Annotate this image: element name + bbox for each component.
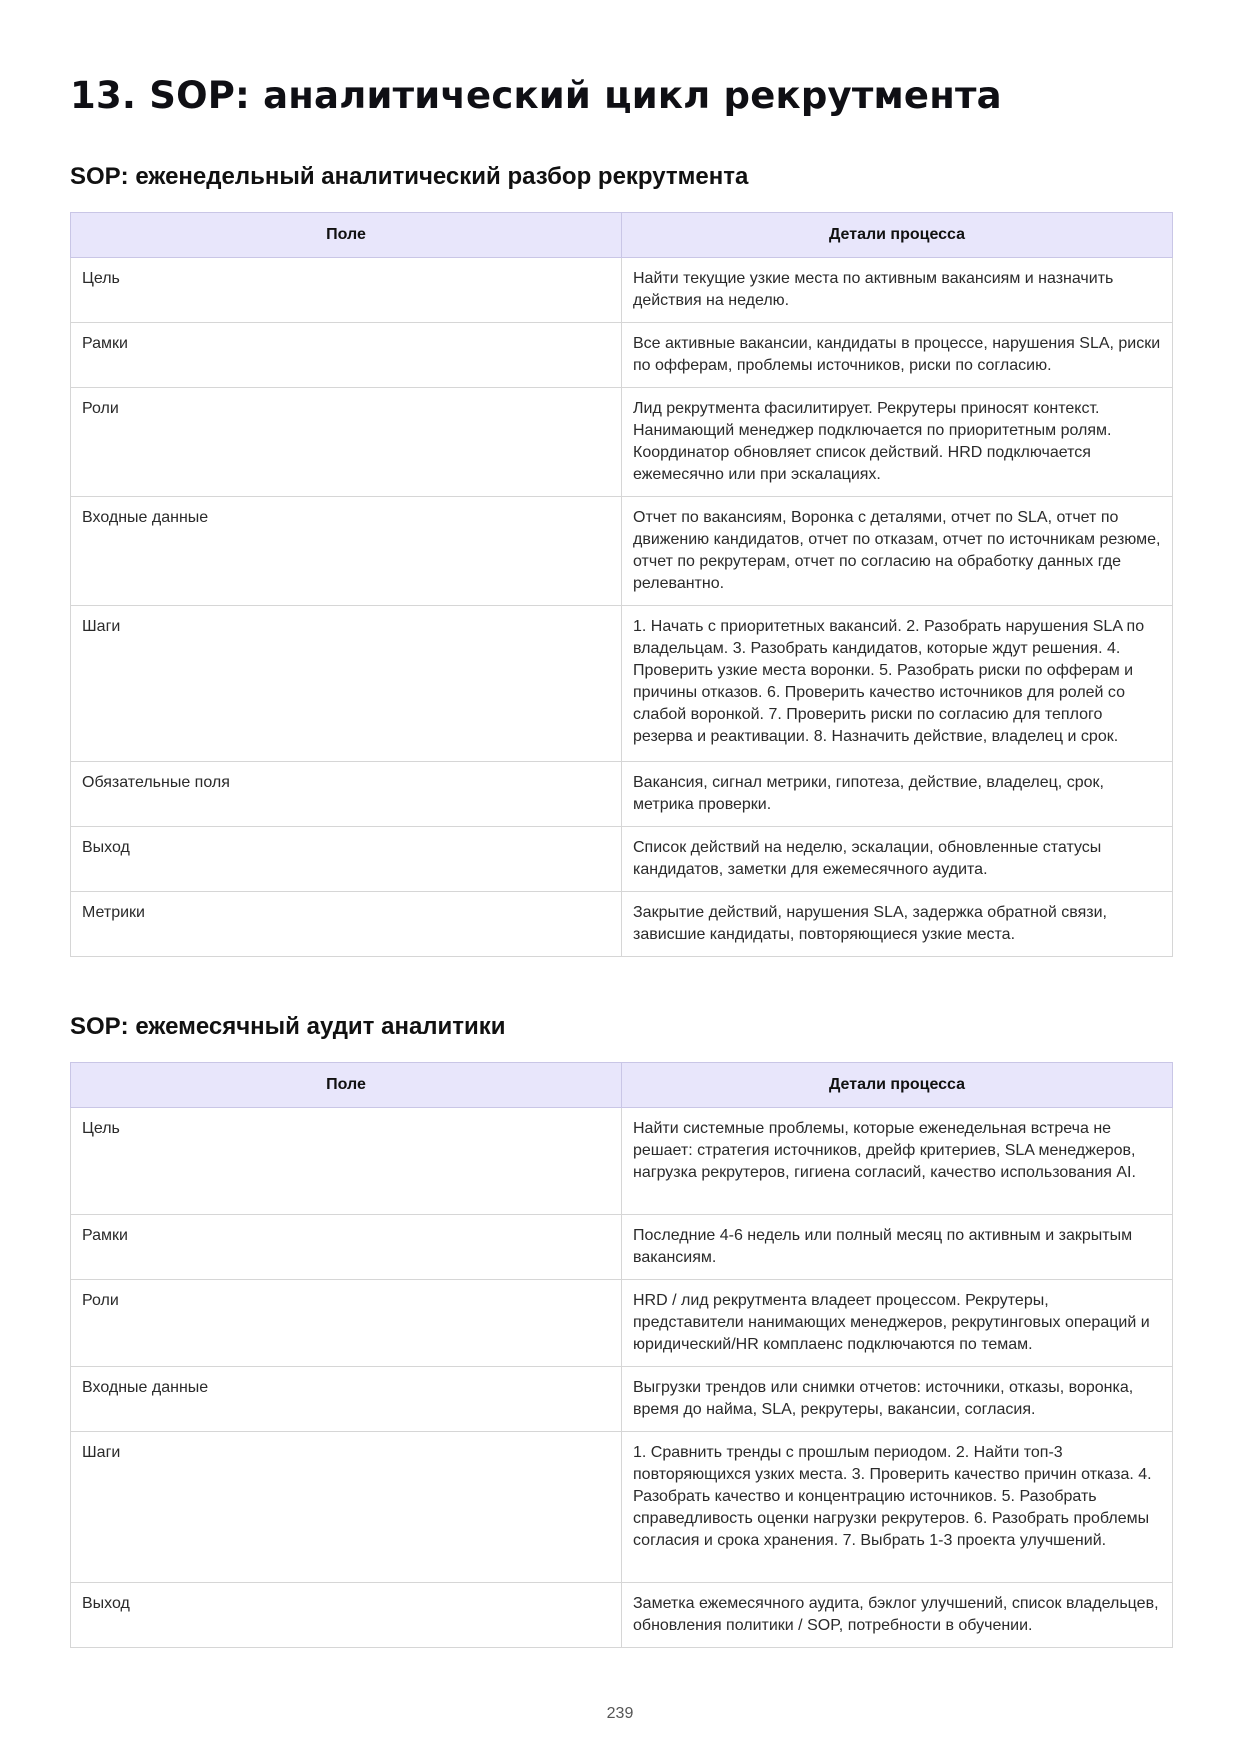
page-title: 13. SOP: аналитический цикл рекрутмента (70, 74, 1002, 117)
field-cell: Роли (71, 388, 622, 497)
details-cell: Последние 4-6 недель или полный месяц по активным и закрытым вакансиям. (622, 1215, 1173, 1280)
column-header-details: Детали процесса (622, 1063, 1173, 1108)
page-number: 239 (606, 1705, 634, 1722)
table-row (71, 388, 1173, 497)
details-cell: 1. Сравнить тренды с прошлым периодом. 2. Найти топ-3 повторяющихся узких места. 3. Проверить качество причин отказа. 4. Разобрать качество и концентрацию источников. 5. Разобрать справедливость оценки нагрузки рекрутеров. 6. Разобрать проблемы согласия и срока хранения. 7. Выбрать 1-3 проекта улучшений. (622, 1432, 1173, 1583)
details-cell: 1. Начать с приоритетных вакансий. 2. Разобрать нарушения SLA по владельцам. 3. Разобрать кандидатов, которые ждут решения. 4. Проверить узкие места воронки. 5. Разобрать риски по офферам и причины отказов. 6. Проверить качество источников для ролей со слабой воронкой. 7. Проверить риски по согласию для теплого резерва и реактивации. 8. Назначить действие, владелец и срок. (622, 606, 1173, 762)
field-cell: Выход (71, 827, 622, 892)
table-header-row (71, 213, 1173, 258)
field-cell: Входные данные (71, 497, 622, 606)
table-monthly (70, 1062, 1173, 1648)
column-header-field: Поле (71, 213, 622, 258)
table-row (71, 1367, 1173, 1432)
details-cell: Все активные вакансии, кандидаты в процессе, нарушения SLA, риски по офферам, проблемы источников, риски по согласию. (622, 323, 1173, 388)
details-cell: Список действий на неделю, эскалации, обновленные статусы кандидатов, заметки для ежемесячного аудита. (622, 827, 1173, 892)
field-cell: Выход (71, 1583, 622, 1648)
column-header-details: Детали процесса (622, 213, 1173, 258)
table-header-row (71, 1063, 1173, 1108)
field-cell: Рамки (71, 323, 622, 388)
table-row (71, 1108, 1173, 1215)
table-row (71, 1280, 1173, 1367)
table-row (71, 1215, 1173, 1280)
field-cell: Метрики (71, 892, 622, 957)
column-header-field: Поле (71, 1063, 622, 1108)
table-row (71, 258, 1173, 323)
details-cell: Вакансия, сигнал метрики, гипотеза, действие, владелец, срок, метрика проверки. (622, 762, 1173, 827)
table-weekly (70, 212, 1173, 957)
table-row (71, 1583, 1173, 1648)
field-cell: Роли (71, 1280, 622, 1367)
details-cell: Лид рекрутмента фасилитирует. Рекрутеры приносят контекст. Нанимающий менеджер подключается по приоритетным ролям. Координатор обновляет список действий. HRD подключается ежемесячно или при эскалациях. (622, 388, 1173, 497)
details-cell: Закрытие действий, нарушения SLA, задержка обратной связи, зависшие кандидаты, повторяющиеся узкие места. (622, 892, 1173, 957)
field-cell: Входные данные (71, 1367, 622, 1432)
details-cell: Отчет по вакансиям, Воронка с деталями, отчет по SLA, отчет по движению кандидатов, отчет по отказам, отчет по источникам резюме, отчет по рекрутерам, отчет по согласию на обработку данных где релевантно. (622, 497, 1173, 606)
field-cell: Цель (71, 258, 622, 323)
field-cell: Обязательные поля (71, 762, 622, 827)
table-row (71, 762, 1173, 827)
section-title-weekly: SOP: еженедельный аналитический разбор рекрутмента (70, 163, 749, 190)
table-row (71, 497, 1173, 606)
details-cell: Найти системные проблемы, которые еженедельная встреча не решает: стратегия источников, дрейф критериев, SLA менеджеров, нагрузка рекрутеров, гигиена согласий, качество использования AI. (622, 1108, 1173, 1215)
details-cell: Найти текущие узкие места по активным вакансиям и назначить действия на неделю. (622, 258, 1173, 323)
details-cell: HRD / лид рекрутмента владеет процессом. Рекрутеры, представители нанимающих менеджеров, рекрутинговых операций и юридический/HR комплаенс подключаются по темам. (622, 1280, 1173, 1367)
details-cell: Заметка ежемесячного аудита, бэклог улучшений, список владельцев, обновления политики / SOP, потребности в обучении. (622, 1583, 1173, 1648)
table-row (71, 323, 1173, 388)
section-title-monthly: SOP: ежемесячный аудит аналитики (70, 1013, 506, 1040)
table-row (71, 827, 1173, 892)
details-cell: Выгрузки трендов или снимки отчетов: источники, отказы, воронка, время до найма, SLA, рекрутеры, вакансии, согласия. (622, 1367, 1173, 1432)
field-cell: Шаги (71, 606, 622, 762)
field-cell: Цель (71, 1108, 622, 1215)
table-row (71, 606, 1173, 762)
field-cell: Рамки (71, 1215, 622, 1280)
table-row (71, 892, 1173, 957)
field-cell: Шаги (71, 1432, 622, 1583)
table-row (71, 1432, 1173, 1583)
